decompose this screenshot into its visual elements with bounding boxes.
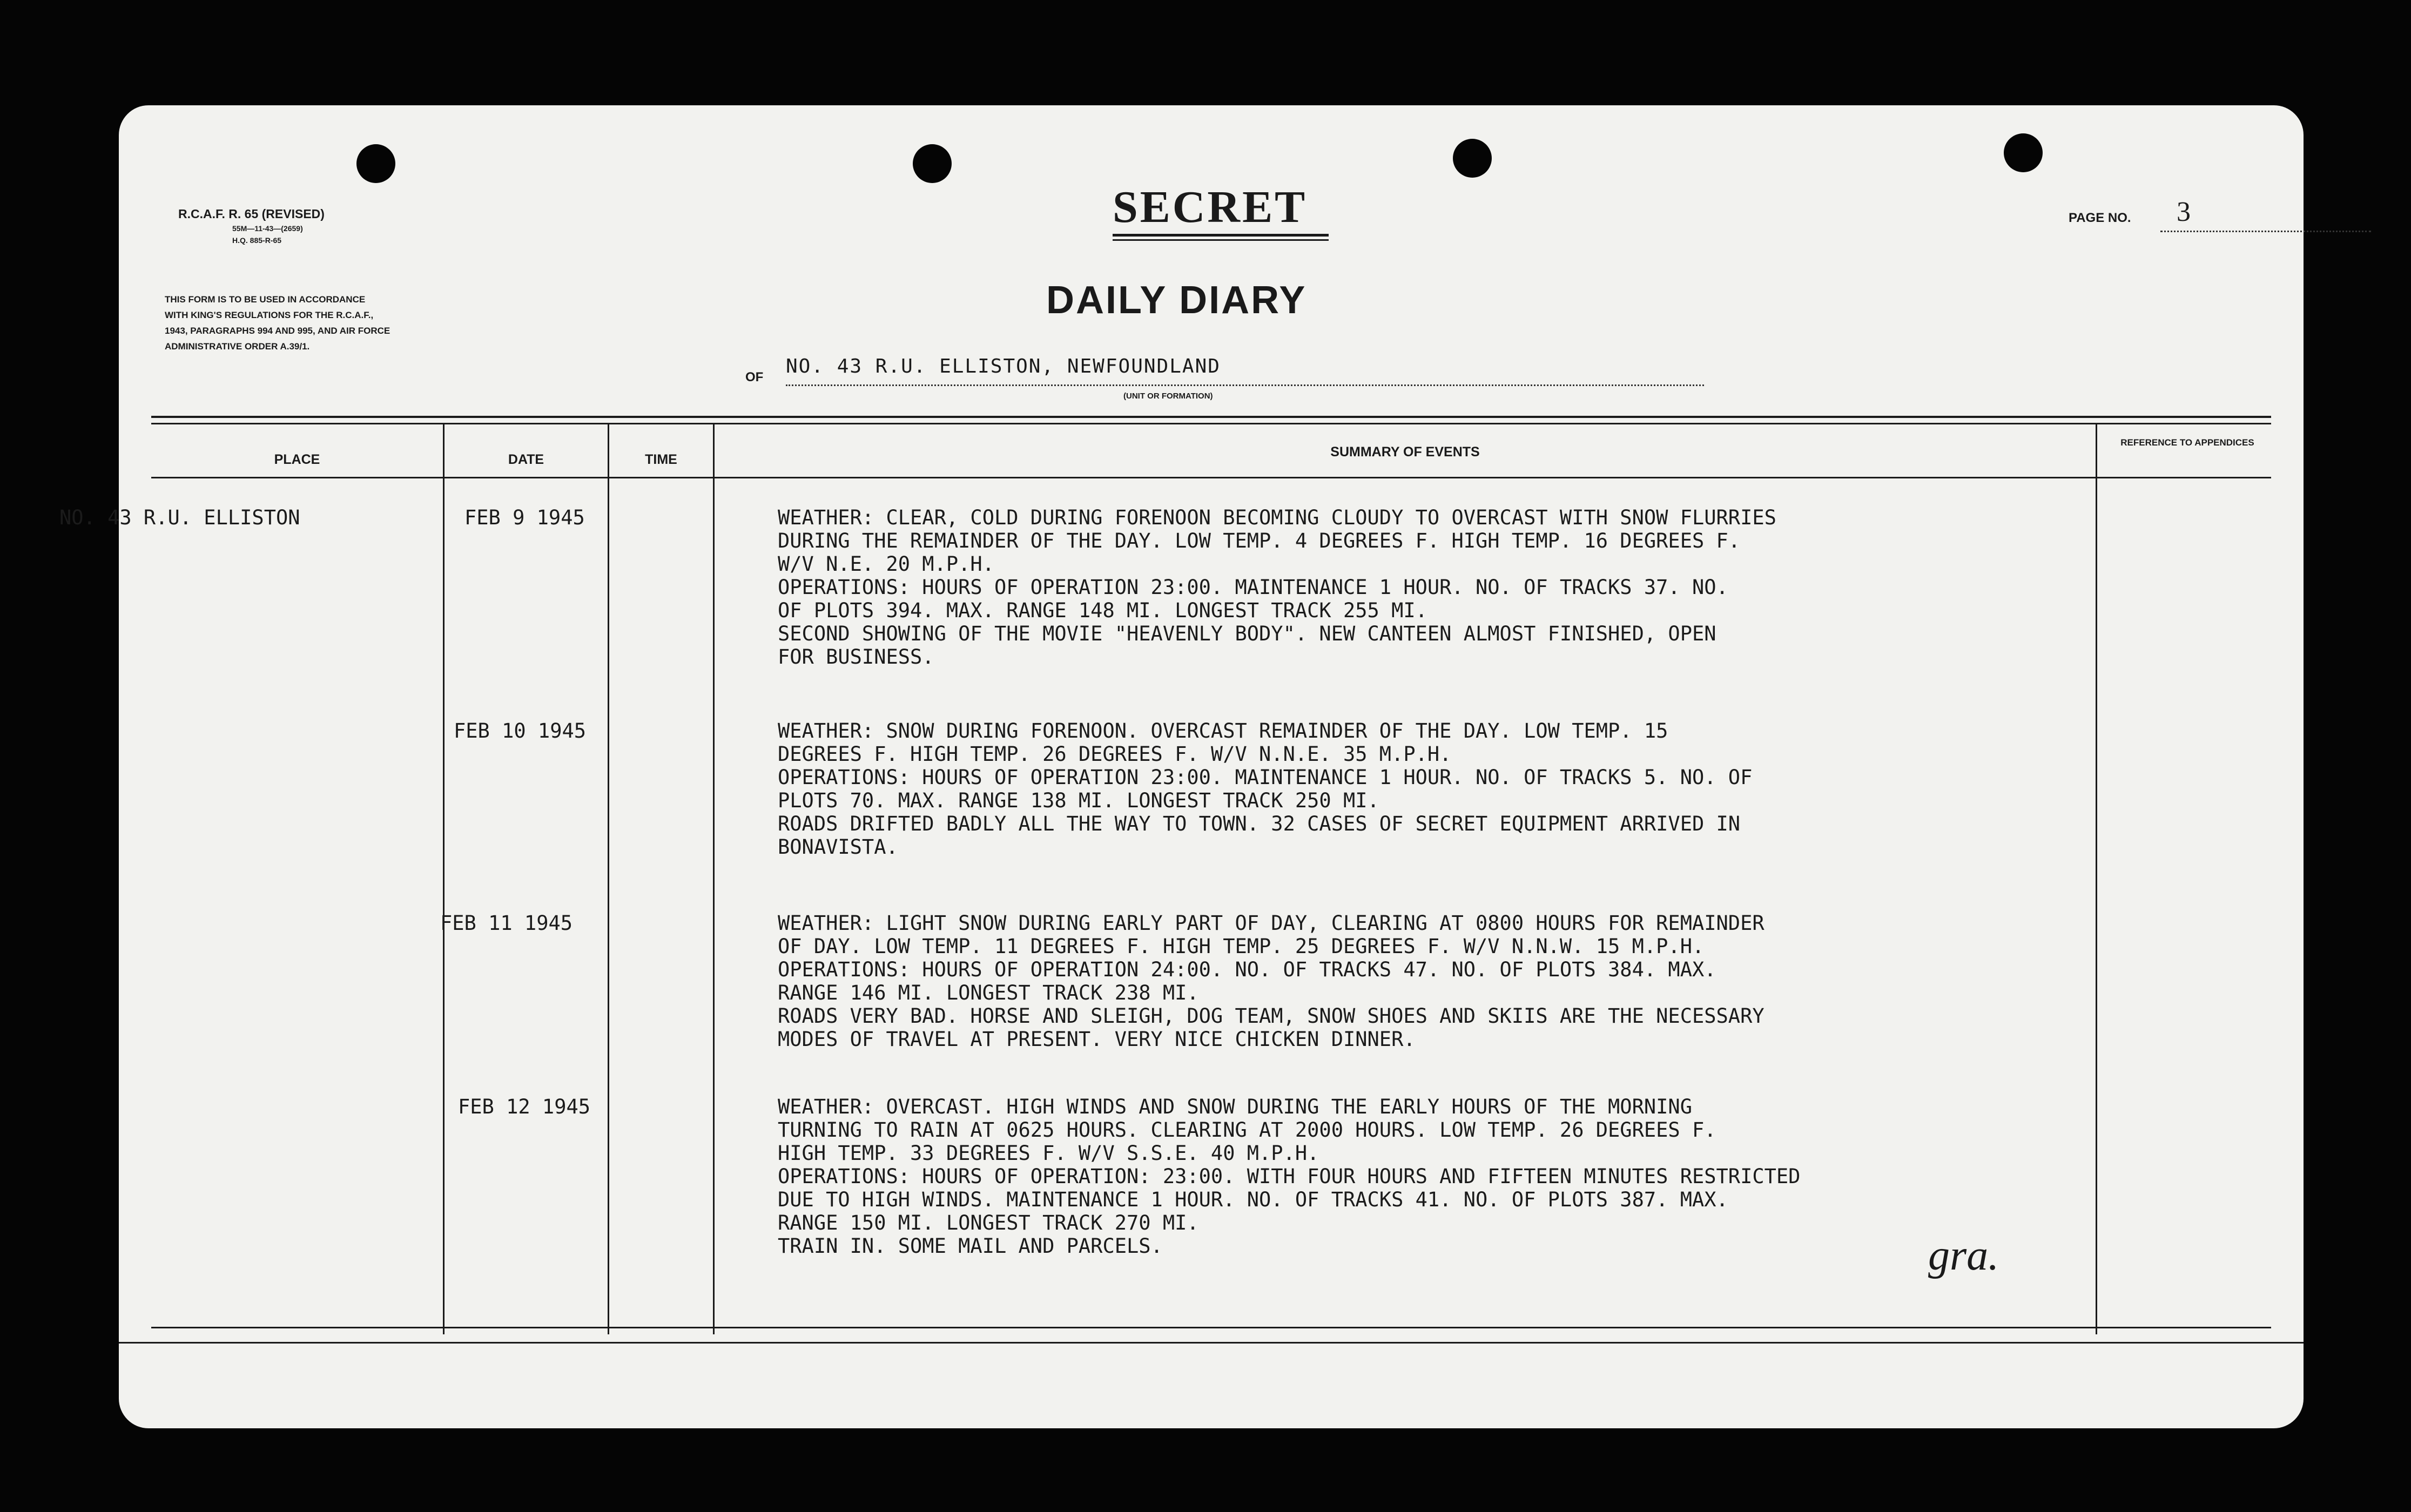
form-print-code: 55M—11-43—(2659): [232, 224, 303, 233]
signature: gra.: [1928, 1232, 1999, 1279]
entry-line: WEATHER: OVERCAST. HIGH WINDS AND SNOW DURING THE EARLY HOURS OF THE MORNING: [778, 1095, 1692, 1118]
of-label: OF: [745, 370, 764, 384]
punch-hole: [1453, 139, 1492, 178]
entry-line: MODES OF TRAVEL AT PRESENT. VERY NICE CHICKEN DINNER.: [778, 1028, 1416, 1051]
form-number: [178, 205, 325, 246]
column-divider: [608, 424, 609, 1334]
table-top-rule: [151, 423, 2271, 424]
diary-entry: [778, 506, 2101, 669]
entry-line: OPERATIONS: HOURS OF OPERATION: 23:00. WITH FOUR HOURS AND FIFTEEN MINUTES RESTRICTED: [778, 1165, 1801, 1188]
entry-date: FEB 9 1945: [464, 506, 585, 529]
entry-line: SECOND SHOWING OF THE MOVIE "HEAVENLY BODY". NEW CANTEEN ALMOST FINISHED, OPEN: [778, 622, 1716, 645]
unit-line: [786, 384, 1704, 386]
form-hq-code: H.Q. 885-R-65: [232, 236, 282, 245]
entry-date: FEB 12 1945: [458, 1095, 591, 1118]
entry-line: OF DAY. LOW TEMP. 11 DEGREES F. HIGH TEMP. 25 DEGREES F. W/V N.N.W. 15 M.P.H.: [778, 935, 1705, 958]
unit-caption: (UNIT OR FORMATION): [1123, 392, 1213, 401]
header-rule: [151, 477, 2271, 478]
regulation-line: THIS FORM IS TO BE USED IN ACCORDANCE: [165, 294, 366, 305]
regulation-line: WITH KING'S REGULATIONS FOR THE R.C.A.F.,: [165, 310, 374, 320]
entry-line: OPERATIONS: HOURS OF OPERATION 23:00. MAINTENANCE 1 HOUR. NO. OF TRACKS 5. NO. OF: [778, 766, 1753, 789]
page-number-value: 3: [2177, 197, 2191, 227]
entry-line: RANGE 146 MI. LONGEST TRACK 238 MI.: [778, 981, 1199, 1004]
regulation-line: 1943, PARAGRAPHS 994 AND 995, AND AIR FORCE: [165, 326, 390, 336]
entry-line: PLOTS 70. MAX. RANGE 138 MI. LONGEST TRACK 250 MI.: [778, 789, 1379, 812]
entry-line: OPERATIONS: HOURS OF OPERATION 24:00. NO. OF TRACKS 47. NO. OF PLOTS 384. MAX.: [778, 958, 1716, 981]
regulation-line: ADMINISTRATIVE ORDER A.39/1.: [165, 341, 310, 352]
column-header-reference: REFERENCE TO APPENDICES: [2120, 437, 2254, 448]
entry-line: WEATHER: SNOW DURING FORENOON. OVERCAST REMAINDER OF THE DAY. LOW TEMP. 15: [778, 719, 1668, 742]
entry-line: DURING THE REMAINDER OF THE DAY. LOW TEMP. 4 DEGREES F. HIGH TEMP. 16 DEGREES F.: [778, 529, 1741, 552]
punch-hole: [356, 144, 395, 183]
entry-date: FEB 10 1945: [454, 719, 587, 742]
column-header-date: DATE: [508, 452, 544, 467]
regulation-note: [165, 292, 390, 354]
diary-sheet: [59, 105, 2304, 1428]
diary-entry: [778, 912, 2101, 1051]
entry-line: TURNING TO RAIN AT 0625 HOURS. CLEARING AT 2000 HOURS. LOW TEMP. 26 DEGREES F.: [778, 1118, 1716, 1142]
classification-underline: [1113, 239, 1329, 241]
entry-line: RANGE 150 MI. LONGEST TRACK 270 MI.: [778, 1211, 1199, 1234]
entry-line: OF PLOTS 394. MAX. RANGE 148 MI. LONGEST TRACK 255 MI.: [778, 599, 1427, 622]
place-value: NO. 43 R.U. ELLISTON: [59, 506, 300, 529]
entry-line: DUE TO HIGH WINDS. MAINTENANCE 1 HOUR. NO. OF TRACKS 41. NO. OF PLOTS 387. MAX.: [778, 1188, 1728, 1211]
column-divider: [443, 424, 445, 1334]
page-number-label: PAGE NO.: [2069, 211, 2131, 225]
entry-line: WEATHER: CLEAR, COLD DURING FORENOON BECOMING CLOUDY TO OVERCAST WITH SNOW FLURRIES: [778, 506, 1776, 529]
column-header-summary: SUMMARY OF EVENTS: [1330, 444, 1480, 460]
form-number-text: R.C.A.F. R. 65 (REVISED): [178, 207, 325, 221]
column-header-time: TIME: [645, 452, 677, 467]
entry-line: FOR BUSINESS.: [778, 645, 934, 669]
classification-underline: [1113, 234, 1329, 237]
entry-line: OPERATIONS: HOURS OF OPERATION 23:00. MAINTENANCE 1 HOUR. NO. OF TRACKS 37. NO.: [778, 576, 1728, 599]
entry-line: W/V N.E. 20 M.P.H.: [778, 552, 994, 576]
entry-line: HIGH TEMP. 33 DEGREES F. W/V S.S.E. 40 M.P.H.: [778, 1142, 1319, 1165]
column-divider: [713, 424, 715, 1334]
page-title: DAILY DIARY: [1046, 279, 1307, 322]
table-bottom-rule: [151, 1327, 2271, 1328]
diary-entry: [778, 719, 2101, 859]
classification-heading: SECRET: [1113, 182, 1308, 232]
table-bottom-rule: [119, 1342, 2304, 1344]
column-header-place: PLACE: [274, 452, 320, 467]
unit-name: NO. 43 R.U. ELLISTON, NEWFOUNDLAND: [786, 355, 1221, 377]
entry-line: BONAVISTA.: [778, 835, 898, 859]
entry-line: TRAIN IN. SOME MAIL AND PARCELS.: [778, 1234, 1163, 1258]
entry-line: ROADS VERY BAD. HORSE AND SLEIGH, DOG TEAM, SNOW SHOES AND SKIIS ARE THE NECESSARY: [778, 1004, 1765, 1028]
entry-date: FEB 11 1945: [440, 912, 573, 935]
punch-hole: [913, 144, 952, 183]
entry-line: DEGREES F. HIGH TEMP. 26 DEGREES F. W/V N.N.E. 35 M.P.H.: [778, 742, 1452, 766]
table-top-rule: [151, 416, 2271, 418]
page-number-line: [2160, 231, 2371, 232]
entry-line: WEATHER: LIGHT SNOW DURING EARLY PART OF DAY, CLEARING AT 0800 HOURS FOR REMAINDER: [778, 912, 1765, 935]
punch-hole: [2004, 133, 2043, 172]
diary-entry: [778, 1095, 2101, 1258]
entry-line: ROADS DRIFTED BADLY ALL THE WAY TO TOWN. 32 CASES OF SECRET EQUIPMENT ARRIVED IN: [778, 812, 1741, 835]
